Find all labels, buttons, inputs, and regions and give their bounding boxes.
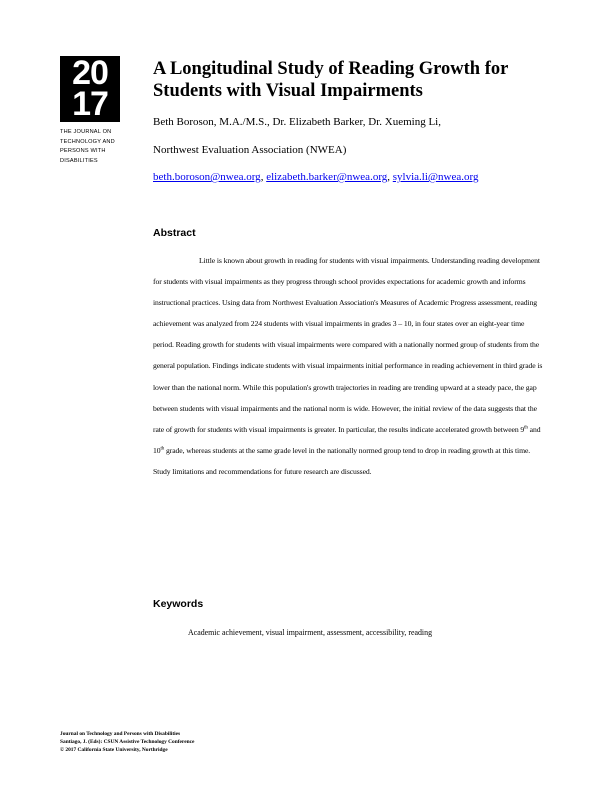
abstract-heading: Abstract [153,227,196,239]
abstract-text-part: Little is known about growth in reading for students with visual impairments. Understanding reading development for students with visual impairments as they progress through school provides expectations for academic growth and informs instructional practices. Using data from Northwest Evaluation Association's Measures of Academic Progress assessment, reading achievement was analyzed from 224 students with visual impairments in grades 3 – 10, in four states over an eight-year time period. Reading growth for students with visual impairments were compared with a nationally normed group of students from the general population. Findings indicate students with visual impairments initial performance in reading achievement in third grade is lower than the national norm. While this population's growth trajectories in reading are trending upward at a steady pace, the gap between students with visual impairments and the national norm is wide. However, the initial review of the data suggests that the rate of growth for students with visual impairments is greater. In particular, the results indicate accelerated growth between 9 [153,256,543,434]
abstract-text-part: and 10 [153,424,541,455]
email-link[interactable]: elizabeth.barker@nwea.org [266,171,388,183]
footer-line: Santiago, J. (Eds): CSUN Assistive Technology Conference [60,738,195,745]
keywords-heading: Keywords [153,598,204,610]
superscript: th [524,425,528,431]
year-top: 20 [72,54,108,92]
journal-name-line: PERSONS WITH [60,148,106,155]
authors: Beth Boroson, M.A./M.S., Dr. Elizabeth Barker, Dr. Xueming Li, [153,116,441,128]
title-line: Students with Visual Impairments [153,81,423,101]
footer [60,731,194,754]
title-line: A Longitudinal Study of Reading Growth for [153,59,509,79]
abstract-text-part: grade, whereas students at the same grade level in the nationally normed group tend to drop in reading growth at this time. Study limitations and recommendations for future research are discussed. [153,445,531,476]
journal-name-line: DISABILITIES [60,157,98,164]
paper-title [153,58,573,102]
keywords-text: Academic achievement, visual impairment, assessment, accessibility, reading [188,628,433,637]
email-list: beth.boroson@nwea.org, elizabeth.barker@nwea.org, sylvia.li@nwea.org [153,171,479,183]
journal-year-logo [60,56,120,122]
footer-line: © 2017 California State University, Northridge [60,746,168,753]
year-bottom: 17 [72,85,108,123]
journal-name-line: THE JOURNAL ON [60,129,112,135]
affiliation: Northwest Evaluation Association (NWEA) [153,144,347,156]
journal-name-line: TECHNOLOGY AND [60,138,115,145]
abstract-text [153,250,545,482]
footer-line: Journal on Technology and Persons with Disabilities [60,731,181,737]
superscript: th [160,446,165,452]
email-link[interactable]: beth.boroson@nwea.org [153,171,261,183]
email-link[interactable]: sylvia.li@nwea.org [392,171,479,183]
journal-name [60,128,140,166]
